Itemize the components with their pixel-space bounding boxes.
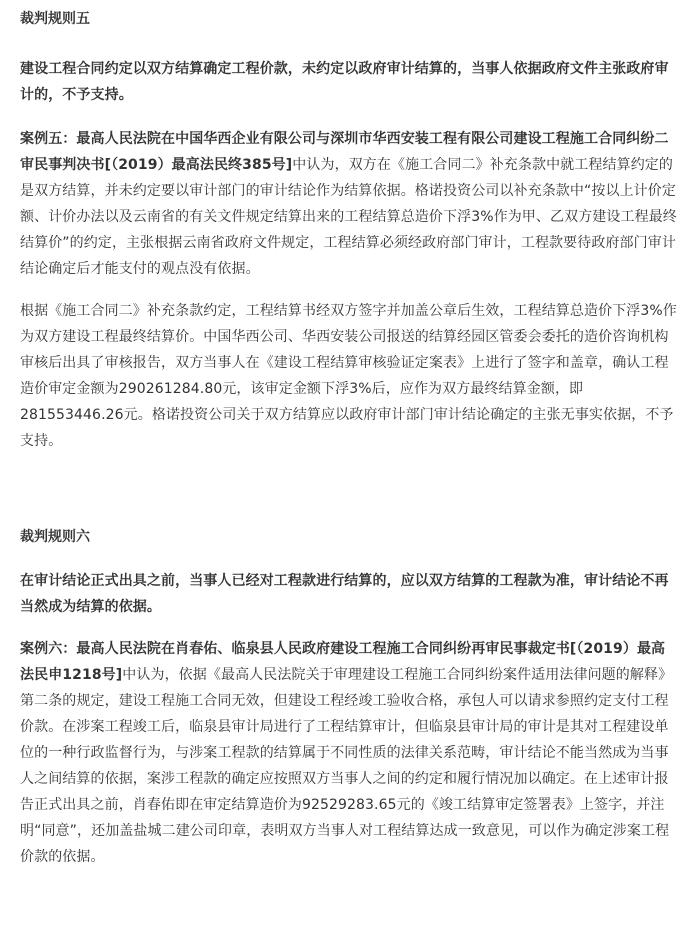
case-6-body: 中认为，依据《最高人民法院关于审理建设工程施工合同纠纷案件适用法律问题的解释》第二条的规定，建设工程施工合同无效，但建设工程经竣工验收合格，承包人可以请求参照约定支付工程价款。在涉案工程竣工后，临泉县审计局进行了工程结算审计，但临泉县审计局的审计是其对工程建设单位的一种行政监督行为，与涉案工程款的结算属于不同性质的法律关系范畴，审计结论不能当然成为当事人之间结算的依据，案涉工程款的确定应按照双方当事人之间的约定和履行情况加以确定。在上述审计报告正式出具之前，肖春佑即在审定结算造价为92529283.65元的《竣工结算审定签署表》上签字，并注明“同意”，还加盖盐城二建公司印章，表明双方当事人对工程结算达成一致意见，可以作为确定涉案工程价款的依据。 — [20, 667, 673, 865]
rule-5-summary: 建设工程合同约定以双方结算确定工程价款，未约定以政府审计结算的，当事人依据政府文件主张政府审计的，不予支持。 — [20, 61, 669, 103]
case-6-title: 案例六：最高人民法院在肖春佑、临泉县人民政府建设工程施工合同纠纷再审民事裁定书[（2019）最高法民申1218号] — [20, 641, 666, 683]
rule-6-heading: 裁判规则六 — [20, 529, 90, 545]
case-5-title: 案例五：最高人民法院在中国华西企业有限公司与深圳市华西安装工程有限公司建设工程施工合同纠纷二审民事判决书[（2019）最高法民终385号] — [20, 131, 669, 173]
case-6-paragraph — [20, 636, 677, 870]
case-5-paragraph — [20, 126, 677, 282]
rule-6-summary: 在审计结论正式出具之前，当事人已经对工程款进行结算的，应以双方结算的工程款为准，审计结论不再当然成为结算的依据。 — [20, 573, 669, 615]
case-5-body: 中认为，双方在《施工合同二》补充条款中就工程结算约定的是双方结算，并未约定要以审计部门的审计结论作为结算依据。格诺投资公司以补充条款中“按以上计价定额、计价办法以及云南省的有关文件规定结算出来的工程结算总造价下浮3%作为甲、乙双方建设工程最终结算价”的约定，主张根据云南省政府文件规定，工程结算必须经政府部门审计，工程款要待政府部门审计结论确定后才能支付的观点没有依据。 — [20, 157, 677, 277]
rule-5-heading: 裁判规则五 — [20, 11, 90, 27]
case-5-paragraph-2: 根据《施工合同二》补充条款约定，工程结算书经双方签字并加盖公章后生效，工程结算总造价下浮3%作为双方建设工程最终结算价。中国华西公司、华西安装公司报送的结算经园区管委会委托的造价咨询机构审核后出具了审核报告，双方当事人在《建设工程结算审核验证定案表》上进行了签字和盖章，确认工程造价审定金额为290261284.80元，该审定金额下浮3%后，应作为双方最终结算金额，即281553446.26元。格诺投资公司关于双方结算应以政府审计部门审计结论确定的主张无事实依据，不予支持。 — [20, 303, 677, 449]
